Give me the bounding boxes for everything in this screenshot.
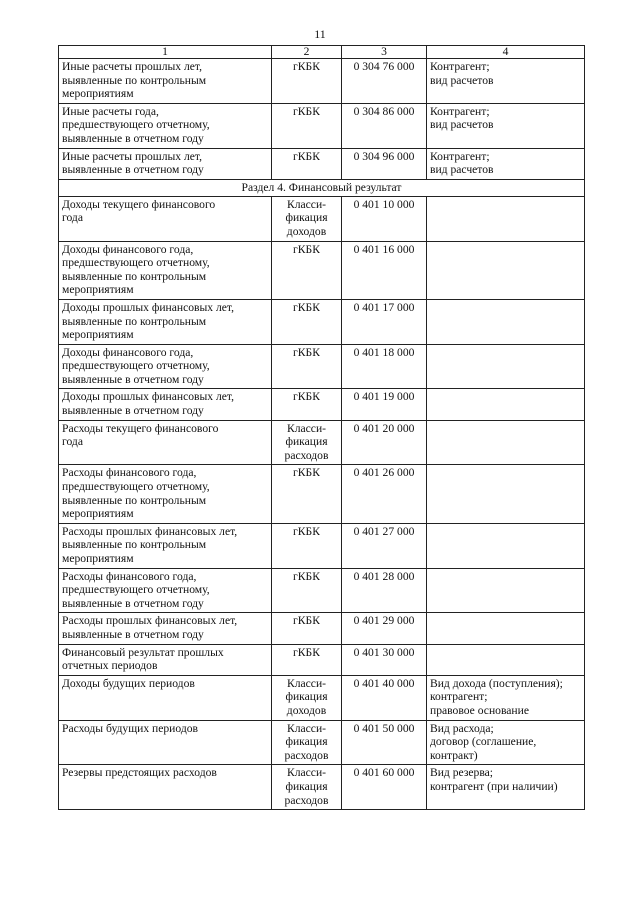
cell-c2 xyxy=(272,148,342,179)
cell-line: выявленные по контрольным xyxy=(62,538,207,552)
cell-c2 xyxy=(272,568,342,613)
cell-c4 xyxy=(427,299,585,344)
table-row xyxy=(59,465,585,523)
cell-c1 xyxy=(59,241,272,299)
cell-line: Расходы текущего финансового xyxy=(62,421,219,435)
cell-c2 xyxy=(272,523,342,568)
cell-c1 xyxy=(59,465,272,523)
table-row xyxy=(59,344,585,389)
cell-line: Иные расчеты прошлых лет, xyxy=(62,60,203,73)
table-row xyxy=(59,644,585,675)
cell-c2 xyxy=(272,465,342,523)
cell-line: Расходы будущих периодов xyxy=(62,721,199,735)
cell-c3: 0 401 60 000 xyxy=(342,765,427,810)
cell-c4 xyxy=(427,613,585,644)
cell-c3: 0 304 86 000 xyxy=(342,103,427,148)
cell-line: года xyxy=(62,435,83,449)
cell-line: фикация xyxy=(285,690,328,704)
cell-line: Доходы будущих периодов xyxy=(62,676,195,690)
table-row xyxy=(59,299,585,344)
cell-line: гКБК xyxy=(293,149,320,163)
cell-c4 xyxy=(427,568,585,613)
cell-line: предшествующего отчетному, xyxy=(62,359,210,373)
cell-line: Доходы текущего финансового xyxy=(62,197,216,211)
cell-c1 xyxy=(59,765,272,810)
cell-line: мероприятиям xyxy=(62,552,134,565)
table-row xyxy=(59,675,585,720)
cell-c2 xyxy=(272,59,342,104)
cell-line: Контрагент; xyxy=(430,60,490,73)
cell-c2 xyxy=(272,196,342,241)
cell-c4 xyxy=(427,465,585,523)
cell-line: гКБК xyxy=(293,466,320,480)
cell-c3: 0 401 29 000 xyxy=(342,613,427,644)
cell-line: расходов xyxy=(284,748,329,762)
cell-c4 xyxy=(427,241,585,299)
cell-line: Класси- xyxy=(286,766,327,780)
cell-line: Расходы прошлых финансовых лет, xyxy=(62,524,238,538)
cell-line: Контрагент; xyxy=(430,104,490,118)
cell-line: мероприятиям xyxy=(62,328,134,342)
cell-c2 xyxy=(272,420,342,465)
cell-line: Контрагент; xyxy=(430,149,490,163)
cell-line: Класси- xyxy=(286,676,327,690)
cell-line: вид расчетов xyxy=(430,118,494,132)
cell-line: гКБК xyxy=(293,614,320,628)
cell-line: Резервы предстоящих расходов xyxy=(62,766,217,780)
cell-line: выявленные в отчетном году xyxy=(62,163,204,177)
cell-line: предшествующего отчетному, xyxy=(62,480,210,494)
cell-line: Расходы прошлых финансовых лет, xyxy=(62,614,238,628)
table-row xyxy=(59,568,585,613)
cell-c4 xyxy=(427,196,585,241)
cell-c1 xyxy=(59,196,272,241)
cell-c4 xyxy=(427,148,585,179)
cell-line: Иные расчеты года, xyxy=(62,104,159,118)
cell-c3: 0 401 27 000 xyxy=(342,523,427,568)
cell-c3: 0 401 16 000 xyxy=(342,241,427,299)
cell-c1 xyxy=(59,299,272,344)
table-row xyxy=(59,59,585,104)
cell-line: фикация xyxy=(285,779,328,793)
cell-line: фикация xyxy=(285,211,328,225)
cell-c3: 0 304 96 000 xyxy=(342,148,427,179)
cell-line: мероприятиям xyxy=(62,507,134,521)
cell-line: Иные расчеты прошлых лет, xyxy=(62,149,203,163)
cell-line: доходов xyxy=(286,703,327,717)
section-title: Раздел 4. Финансовый результат xyxy=(59,179,585,196)
cell-c4 xyxy=(427,59,585,104)
cell-line: предшествующего отчетному, xyxy=(62,583,210,597)
cell-line: выявленные по контрольным xyxy=(62,269,207,283)
cell-c3: 0 401 30 000 xyxy=(342,644,427,675)
cell-c4 xyxy=(427,389,585,420)
cell-c1 xyxy=(59,644,272,675)
cell-line: договор (соглашение, контракт) xyxy=(430,735,537,762)
table-body-section xyxy=(59,196,585,809)
cell-line: выявленные в отчетном году xyxy=(62,404,204,418)
cell-line: Класси- xyxy=(286,721,327,735)
cell-c2 xyxy=(272,103,342,148)
header-col-2: 2 xyxy=(272,46,342,59)
table-row xyxy=(59,420,585,465)
table-body-top xyxy=(59,59,585,180)
cell-c2 xyxy=(272,344,342,389)
table-row xyxy=(59,613,585,644)
cell-line: Класси- xyxy=(286,197,327,211)
cell-line: гКБК xyxy=(293,645,320,659)
table-row xyxy=(59,720,585,765)
cell-c4 xyxy=(427,103,585,148)
cell-line: выявленные в отчетном году xyxy=(62,131,204,145)
cell-line: расходов xyxy=(284,448,329,462)
cell-c2 xyxy=(272,720,342,765)
cell-line: гКБК xyxy=(293,242,320,256)
cell-line: фикация xyxy=(285,435,328,449)
cell-line: контрагент; xyxy=(430,690,488,704)
cell-c1 xyxy=(59,148,272,179)
cell-line: отчетных периодов xyxy=(62,659,158,673)
cell-line: выявленные по контрольным xyxy=(62,493,207,507)
cell-line: Класси- xyxy=(286,421,327,435)
table-row xyxy=(59,389,585,420)
table-row xyxy=(59,103,585,148)
cell-c1 xyxy=(59,389,272,420)
cell-line: расходов xyxy=(284,793,329,807)
cell-line: гКБК xyxy=(293,524,320,538)
cell-line: Доходы финансового года, xyxy=(62,242,194,256)
cell-c2 xyxy=(272,389,342,420)
cell-line: вид расчетов xyxy=(430,163,494,177)
cell-line: мероприятиям xyxy=(62,87,134,101)
cell-line: предшествующего отчетному, xyxy=(62,256,210,270)
cell-line: выявленные в отчетном году xyxy=(62,596,204,610)
cell-line: гКБК xyxy=(293,60,320,73)
cell-line: выявленные по контрольным xyxy=(62,314,207,328)
header-col-4: 4 xyxy=(427,46,585,59)
cell-c3: 0 401 26 000 xyxy=(342,465,427,523)
cell-line: Доходы прошлых финансовых лет, xyxy=(62,390,235,404)
cell-line: гКБК xyxy=(293,104,320,118)
cell-c4 xyxy=(427,765,585,810)
cell-line: выявленные в отчетном году xyxy=(62,627,204,641)
cell-line: доходов xyxy=(286,224,327,238)
cell-c4 xyxy=(427,644,585,675)
cell-line: фикация xyxy=(285,735,328,749)
cell-c3: 0 401 50 000 xyxy=(342,720,427,765)
cell-line: правовое основание xyxy=(430,703,529,717)
cell-line: Доходы прошлых финансовых лет, xyxy=(62,300,235,314)
cell-c2 xyxy=(272,241,342,299)
cell-c1 xyxy=(59,720,272,765)
cell-line: выявленные в отчетном году xyxy=(62,372,204,386)
header-col-3: 3 xyxy=(342,46,427,59)
accounts-table xyxy=(58,45,585,810)
cell-c3: 0 401 20 000 xyxy=(342,420,427,465)
cell-c3: 0 304 76 000 xyxy=(342,59,427,104)
table-row xyxy=(59,765,585,810)
cell-line: Доходы финансового года, xyxy=(62,345,194,359)
header-row xyxy=(59,46,585,59)
cell-c3: 0 401 17 000 xyxy=(342,299,427,344)
cell-c1 xyxy=(59,568,272,613)
cell-line: вид расчетов xyxy=(430,73,494,87)
cell-c1 xyxy=(59,420,272,465)
cell-c2 xyxy=(272,613,342,644)
cell-line: года xyxy=(62,211,83,225)
table-row xyxy=(59,523,585,568)
section-row xyxy=(59,179,585,196)
table-row xyxy=(59,241,585,299)
table-row xyxy=(59,196,585,241)
cell-line: гКБК xyxy=(293,569,320,583)
cell-line: Финансовый результат прошлых xyxy=(62,645,224,659)
cell-c4 xyxy=(427,675,585,720)
cell-line: Расходы финансового года, xyxy=(62,569,197,583)
cell-c4 xyxy=(427,344,585,389)
cell-c4 xyxy=(427,420,585,465)
cell-c2 xyxy=(272,675,342,720)
cell-line: гКБК xyxy=(293,345,320,359)
header-col-1: 1 xyxy=(59,46,272,59)
cell-line: Расходы финансового года, xyxy=(62,466,197,480)
cell-c2 xyxy=(272,644,342,675)
cell-c1 xyxy=(59,103,272,148)
cell-c3: 0 401 40 000 xyxy=(342,675,427,720)
cell-line: предшествующего отчетному, xyxy=(62,118,210,132)
cell-c3: 0 401 28 000 xyxy=(342,568,427,613)
cell-line: контрагент (при наличии) xyxy=(430,779,558,793)
cell-line: гКБК xyxy=(293,300,320,314)
cell-c2 xyxy=(272,299,342,344)
table-row xyxy=(59,148,585,179)
cell-line: Вид расхода; xyxy=(430,721,494,735)
cell-c1 xyxy=(59,59,272,104)
cell-c1 xyxy=(59,675,272,720)
cell-c4 xyxy=(427,523,585,568)
cell-line: выявленные по контрольным xyxy=(62,73,207,87)
cell-c3: 0 401 18 000 xyxy=(342,344,427,389)
cell-line: Вид дохода (поступления); xyxy=(430,676,563,690)
cell-line: Вид резерва; xyxy=(430,766,494,780)
cell-c1 xyxy=(59,344,272,389)
cell-line: гКБК xyxy=(293,390,320,404)
page-number: 11 xyxy=(314,27,326,41)
cell-c1 xyxy=(59,523,272,568)
cell-c1 xyxy=(59,613,272,644)
cell-c3: 0 401 10 000 xyxy=(342,196,427,241)
cell-c2 xyxy=(272,765,342,810)
cell-c3: 0 401 19 000 xyxy=(342,389,427,420)
cell-line: мероприятиям xyxy=(62,283,134,297)
cell-c4 xyxy=(427,720,585,765)
